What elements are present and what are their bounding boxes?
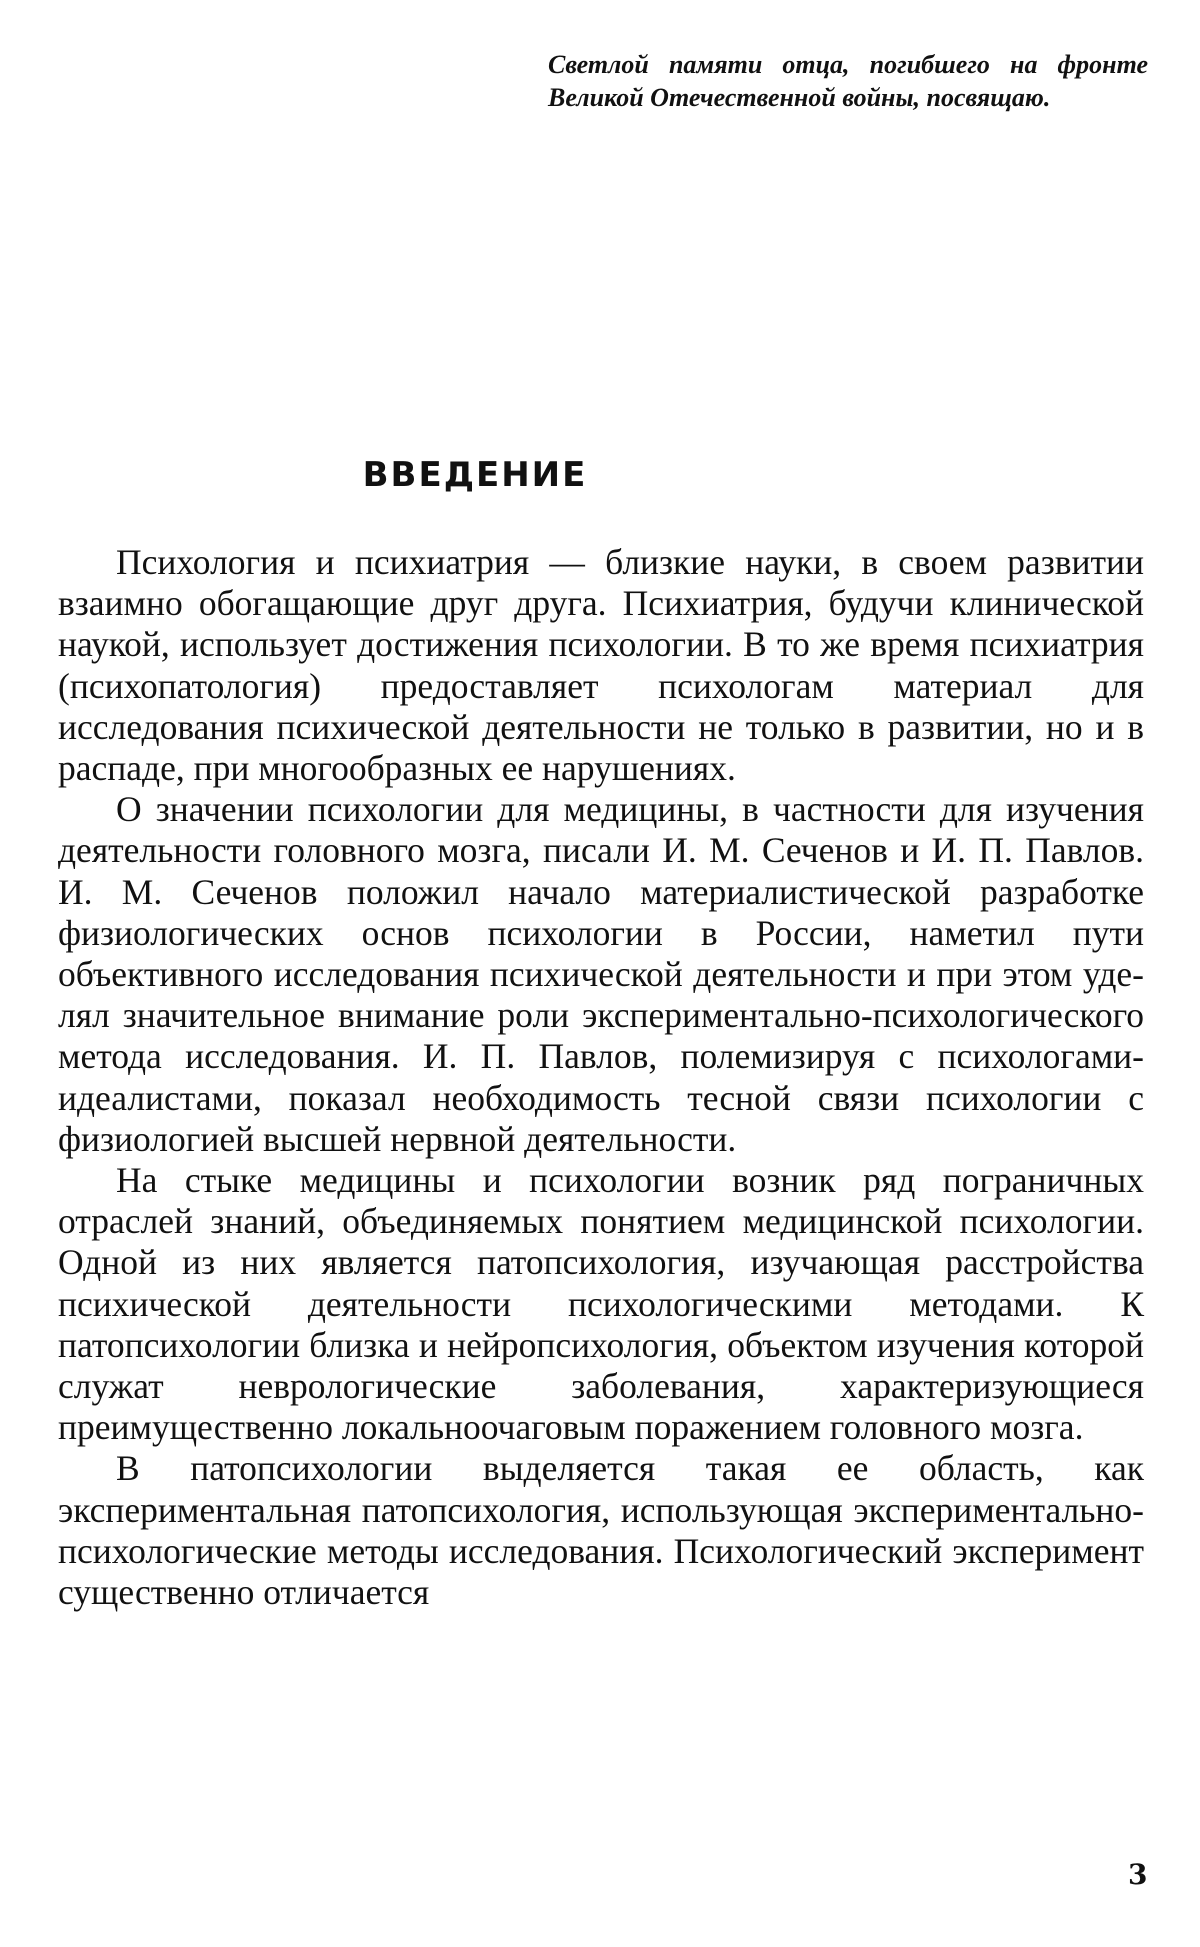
page-number: 3 <box>1128 1858 1148 1891</box>
body-text <box>58 542 1144 1613</box>
dedication: Светлой памяти отца, погибшего на фронте Великой Отечественной войны, посвящаю. <box>548 50 1148 112</box>
paragraph-2: О значении психологии для медицины, в частности для изучения деятельности головного мозга, писали И. М. Сеченов и И. П. Павлов. И. М. Сеченов положил начало материалистической разработке физиологических основ психологии в России, наметил пути объективного исследования психической деятельности и при этом уделял значительное внимание роли экспериментально-психологического метода исследования. И. П. Павлов, полемизируя с психологами-идеалистами, показал необходимость тесной связи психологии с физиологией высшей нервной деятельности. <box>58 789 1144 1159</box>
paragraph-3: На стыке медицины и психологии возник ряд пограничных отраслей знаний, объединяемых понятием медицинской психологии. Одной из них является патопсихология, изучающая расстройства психической деятельности психологическими методами. К патопсихологии близка и нейропсихология, объектом изучения которой служат неврологические заболевания, характеризующиеся преимущественно локальноочаговым поражением головного мозга. <box>58 1160 1144 1448</box>
paragraph-1: Психология и психиатрия — близкие науки, в своем развитии взаимно обогащающие друг друга. Психиатрия, будучи клинической наукой, использует достижения психологии. В то же время психиатрия (психопатология) предоставляет психологам материал для исследования психической деятельности не только в развитии, но и в распаде, при многообразных ее нарушениях. <box>58 542 1144 789</box>
chapter-title: ВВЕДЕНИЕ <box>362 455 588 495</box>
paragraph-4: В патопсихологии выделяется такая ее область, как экспериментальная патопсихология, использующая экспериментально-психологические методы исследования. Психологический эксперимент существенно отличается <box>58 1448 1144 1613</box>
